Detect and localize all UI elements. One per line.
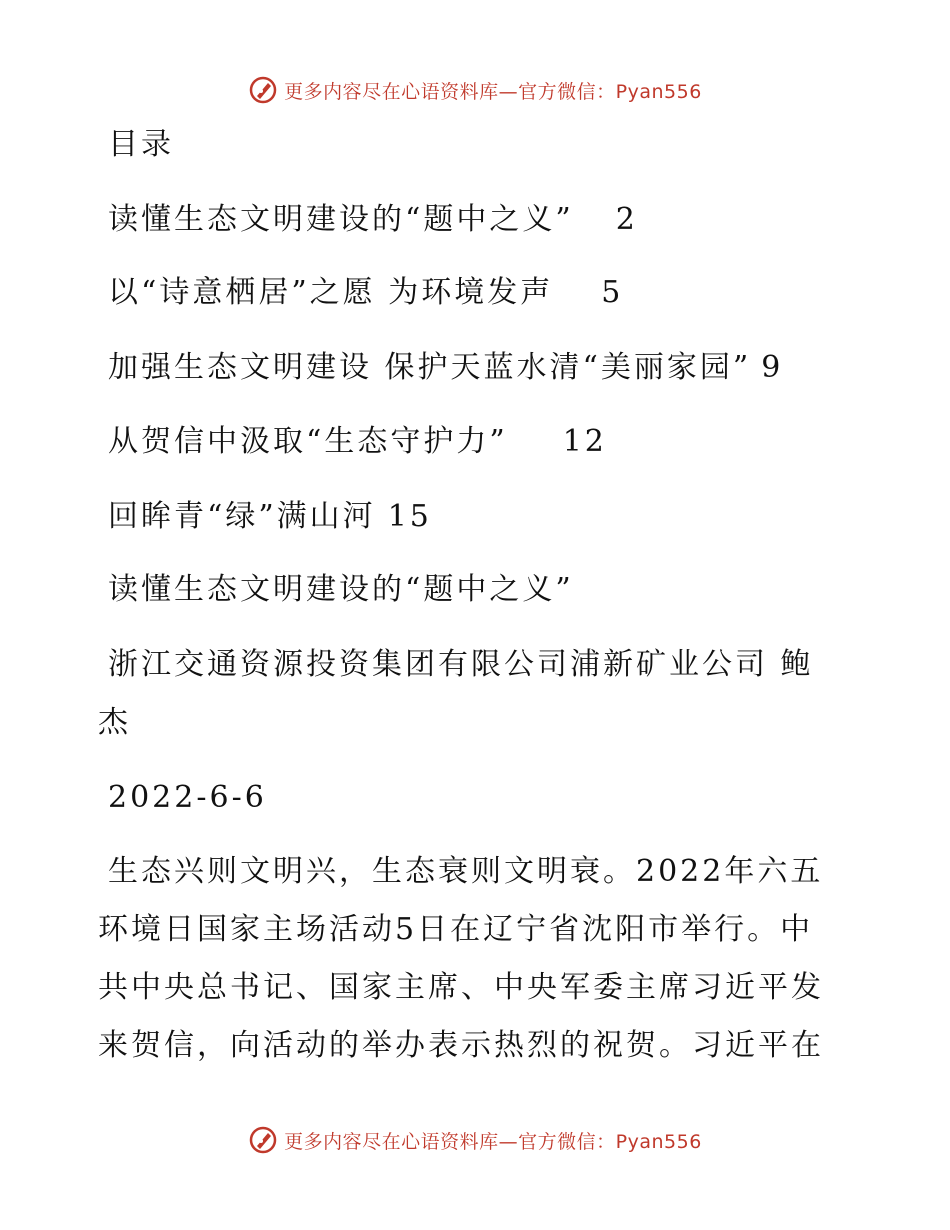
toc-entry-label: 从贺信中汲取“生态守护力” <box>108 424 508 459</box>
toc-entry-page: 5 <box>601 275 624 310</box>
article-body-line: 生态兴则文明兴，生态衰则文明衰。2022年六五 <box>108 854 824 889</box>
toc-entry[interactable] <box>108 273 623 313</box>
article-title: 读懂生态文明建设的“题中之义” <box>108 572 574 607</box>
toc-entry-label: 读懂生态文明建设的“题中之义” <box>108 202 574 237</box>
article-author-cont: 杰 <box>98 705 131 740</box>
banner-text: 更多内容尽在心语资料库—官方微信：Pyan556 <box>284 80 702 103</box>
toc-entry-page: 12 <box>562 424 607 459</box>
article-body-line: 来贺信，向活动的举办表示热烈的祝贺。习近平在 <box>98 1028 824 1063</box>
toc-entry-page: 15 <box>387 499 432 534</box>
pen-logo-icon <box>248 75 278 105</box>
article-date: 2022-6-6 <box>108 780 267 815</box>
article-author: 浙江交通资源投资集团有限公司浦新矿业公司 鲍 <box>108 647 814 682</box>
article-body-line: 共中央总书记、国家主席、中央军委主席习近平发 <box>98 970 824 1005</box>
toc-entry[interactable] <box>108 422 607 462</box>
toc-entry-label: 以“诗意栖居”之愿 为环境发声 <box>108 275 554 310</box>
pen-logo-icon <box>248 1125 278 1155</box>
toc-entry[interactable] <box>108 497 432 537</box>
toc-entry-page: 9 <box>761 350 784 385</box>
toc-entry[interactable] <box>108 200 638 240</box>
toc-entry-page: 2 <box>615 202 638 237</box>
toc-entry-label: 回眸青“绿”满山河 <box>108 499 376 534</box>
header-banner <box>0 70 950 110</box>
banner-text: 更多内容尽在心语资料库—官方微信：Pyan556 <box>284 1130 702 1153</box>
toc-entry-label: 加强生态文明建设 保护天蓝水清“美丽家园” <box>108 350 752 385</box>
toc-entry[interactable] <box>108 348 783 388</box>
toc-title: 目录 <box>108 127 174 162</box>
footer-banner <box>0 1120 950 1160</box>
article-body-line: 环境日国家主场活动5日在辽宁省沈阳市举行。中 <box>98 912 814 947</box>
